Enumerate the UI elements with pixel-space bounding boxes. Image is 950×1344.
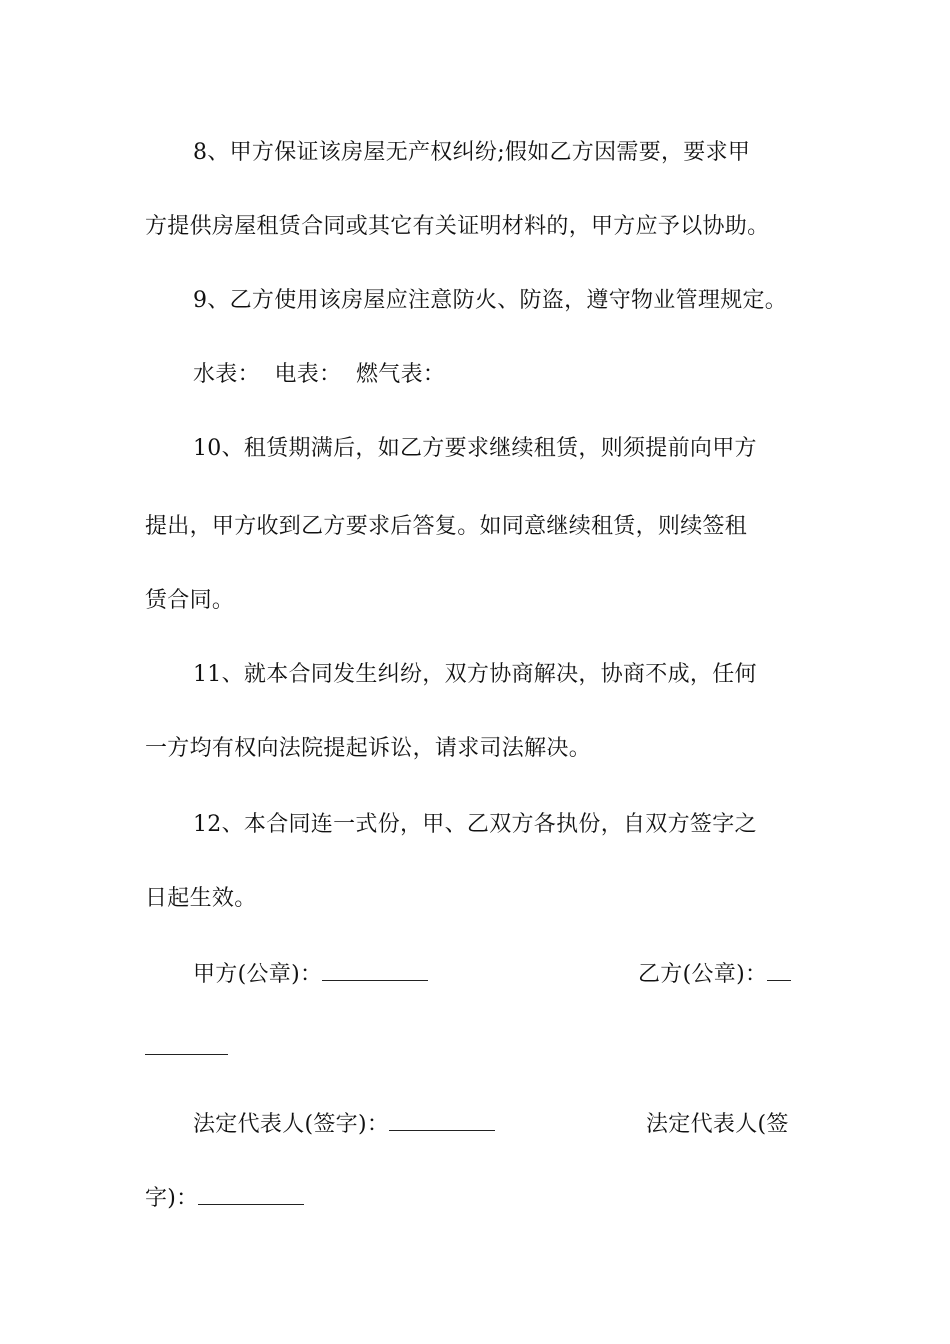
clause-8-line-1: 8、甲方保证该房屋无产权纠纷;假如乙方因需要，要求甲 xyxy=(193,140,751,165)
clause-8-line-2: 方提供房屋租赁合同或其它有关证明材料的，甲方应予以协助。 xyxy=(145,214,770,239)
clause-11-line-1: 11、就本合同发生纠纷，双方协商解决，协商不成，任何 xyxy=(193,662,757,687)
clause-12-line-2: 日起生效。 xyxy=(145,886,257,911)
clause-10-line-1: 10、租赁期满后，如乙方要求继续租赁，则须提前向甲方 xyxy=(193,436,757,461)
party-a-rep-row xyxy=(193,1110,533,1140)
clause-12-line-1: 12、本合同连一式份，甲、乙双方各执份，自双方签字之 xyxy=(193,812,757,837)
party-b-rep-label-part2: 字)： xyxy=(145,1186,199,1211)
party-b-rep-blank[interactable] xyxy=(198,1184,304,1205)
clause-10-line-2: 提出，甲方收到乙方要求后答复。如同意继续租赁，则续签租 xyxy=(145,514,748,539)
party-b-seal-blank-end[interactable] xyxy=(145,1034,228,1055)
party-b-seal-blank-start[interactable] xyxy=(767,960,791,981)
meters-line: 水表： 电表： 燃气表： xyxy=(193,362,446,387)
party-a-seal-row xyxy=(193,960,453,990)
party-b-seal-row xyxy=(638,960,810,990)
party-b-seal-label: 乙方(公章)： xyxy=(638,962,768,987)
party-a-seal-blank[interactable] xyxy=(322,960,428,981)
party-b-seal-blank-row xyxy=(145,1034,235,1064)
clause-10-line-3: 赁合同。 xyxy=(145,588,235,613)
clause-9-line-1: 9、乙方使用该房屋应注意防火、防盗，遵守物业管理规定。 xyxy=(193,288,788,313)
clause-11-line-2: 一方均有权向法院提起诉讼，请求司法解决。 xyxy=(145,736,592,761)
party-a-seal-label: 甲方(公章)： xyxy=(193,962,323,987)
party-b-rep-row-2 xyxy=(145,1184,345,1214)
party-a-rep-blank[interactable] xyxy=(389,1110,495,1131)
party-b-rep-row xyxy=(646,1110,810,1140)
party-b-rep-label-part1: 法定代表人(签 xyxy=(646,1112,789,1137)
party-a-rep-label: 法定代表人(签字)： xyxy=(193,1112,390,1137)
